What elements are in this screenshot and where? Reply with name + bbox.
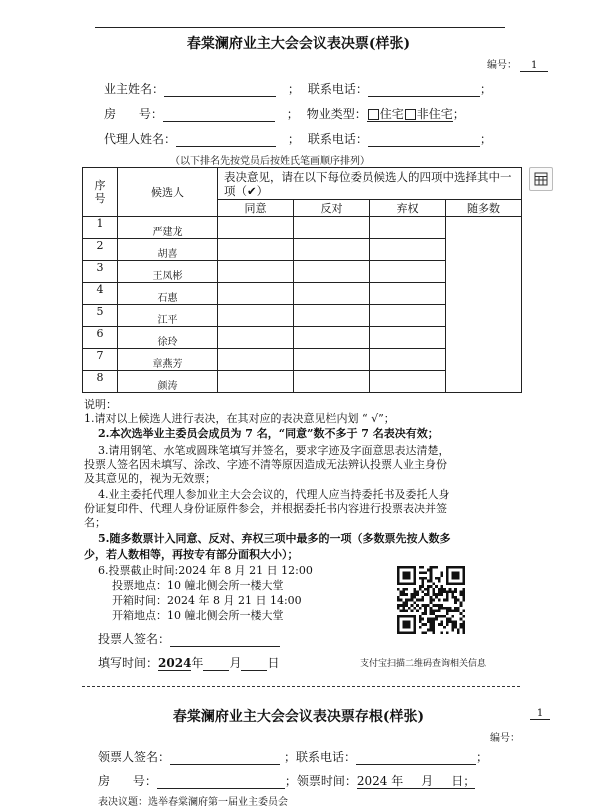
note-2: 2.本次选举业主委员会成员为 7 名，“同意”数不多于 7 名表决有效； <box>98 427 439 440</box>
vote-cell-abstain[interactable] <box>370 349 446 371</box>
vote-cell-oppose[interactable] <box>294 371 370 393</box>
candidate-name: 严建龙 <box>118 217 218 239</box>
agent-phone-field[interactable] <box>368 133 480 147</box>
room-label: 房 号： <box>104 107 163 121</box>
fill-time-row <box>98 654 279 671</box>
vote-cell-oppose[interactable] <box>294 261 370 283</box>
vote-cell-agree[interactable] <box>218 239 294 261</box>
vote-cell-agree[interactable] <box>218 327 294 349</box>
note-6: 6.投票截止时间:2024 年 8 月 21 日 12:00 <box>98 564 313 577</box>
receive-year: 2024 年 <box>356 774 404 788</box>
vote-cell-agree[interactable] <box>218 283 294 305</box>
owner-name-field[interactable] <box>164 83 276 97</box>
sub-col-header: 随多数 <box>446 200 522 217</box>
sub-col-header: 弃权 <box>370 200 446 217</box>
vote-cell-abstain[interactable] <box>370 283 446 305</box>
row-number: 2 <box>83 239 118 261</box>
qr-code-icon <box>396 566 466 634</box>
vote-cell-agree[interactable] <box>218 371 294 393</box>
vote-cell-oppose[interactable] <box>294 239 370 261</box>
vote-cell-agree[interactable] <box>218 261 294 283</box>
row-number: 8 <box>83 371 118 393</box>
fill-month-field[interactable] <box>203 657 229 671</box>
note-3c: 及其意见的，视为无效票； <box>84 472 216 485</box>
owner-name-label: 业主姓名： <box>104 82 165 96</box>
row-number: 6 <box>83 327 118 349</box>
separator: ； <box>287 132 300 146</box>
note-4c: 名； <box>84 516 106 529</box>
vote-cell-oppose[interactable] <box>294 305 370 327</box>
top-rule <box>95 27 505 28</box>
separator: ； <box>287 82 300 96</box>
vote-cell-abstain[interactable] <box>370 239 446 261</box>
end-mark: ； <box>452 107 465 121</box>
table-icon <box>534 172 548 186</box>
note-4a: 4.业主委托代理人参加业主大会会议的，代理人应当持委托书及委托人身 <box>98 488 450 501</box>
number-label: 编号： <box>487 60 517 71</box>
agent-name-field[interactable] <box>176 133 276 147</box>
vote-cell-abstain[interactable] <box>370 327 446 349</box>
room-row <box>104 105 465 122</box>
owner-name-row <box>104 80 492 97</box>
row-number: 7 <box>83 349 118 371</box>
voter-sign-field[interactable] <box>170 633 280 647</box>
phone-label: 联系电话： <box>307 82 368 96</box>
sub-col-header: 反对 <box>294 200 370 217</box>
vote-cell-majority[interactable] <box>446 217 522 393</box>
stub-phone-label: ；联系电话： <box>284 750 357 764</box>
table-row <box>83 217 522 239</box>
row-number: 3 <box>83 261 118 283</box>
vote-table <box>82 167 522 393</box>
vote-cell-agree[interactable] <box>218 305 294 327</box>
receive-time-label: ；领票时间： <box>284 774 357 788</box>
non-residential-checkbox[interactable] <box>405 109 416 120</box>
end-mark: ； <box>476 750 489 764</box>
notes-heading: 说明： <box>84 398 117 411</box>
stub-room-label: 房 号： <box>98 774 157 788</box>
residential-label: 住宅 <box>379 107 404 121</box>
vote-cell-abstain[interactable] <box>370 305 446 327</box>
receive-month: 月 <box>421 774 434 788</box>
stub-phone-field[interactable] <box>356 751 476 765</box>
candidate-name: 徐玲 <box>118 327 218 349</box>
month-unit: 月 <box>229 656 242 670</box>
stub-title: 春棠澜府业主大会会议表决票存根(样张) <box>172 709 425 725</box>
vote-cell-abstain[interactable] <box>370 261 446 283</box>
candidate-name: 王凤彬 <box>118 261 218 283</box>
page-title: 春棠澜府业主大会会议表决票(样张) <box>186 36 411 52</box>
col-candidate-header: 候选人 <box>118 168 218 217</box>
number-value: 1 <box>520 60 548 72</box>
non-residential-label: 非住宅 <box>416 107 453 121</box>
vote-cell-oppose[interactable] <box>294 217 370 239</box>
receive-day: 日； <box>451 774 476 788</box>
col-opinion-header: 表决意见，请在以下每位委员候选人的四项中选择其中一项（✔） <box>218 168 522 200</box>
phone-label: 联系电话： <box>307 132 368 146</box>
row-number: 4 <box>83 283 118 305</box>
candidate-name: 章燕芳 <box>118 349 218 371</box>
row-number: 1 <box>83 217 118 239</box>
day-unit: 日 <box>267 656 280 670</box>
receiver-field[interactable] <box>170 751 280 765</box>
voter-sign-row <box>98 630 280 647</box>
property-type-label: 物业类型： <box>306 107 367 121</box>
cut-line <box>82 686 520 687</box>
phone-field[interactable] <box>368 83 480 97</box>
note-6d: 开箱地点：10 幢北侧会所一楼大堂 <box>112 609 284 622</box>
note-3b: 投票人签名因未填写、涂改、字迹不清等原因造成无法辨认投票人业主身份 <box>84 458 447 471</box>
vote-cell-oppose[interactable] <box>294 327 370 349</box>
candidate-name: 胡喜 <box>118 239 218 261</box>
room-field[interactable] <box>163 108 275 122</box>
residential-checkbox[interactable] <box>368 109 379 120</box>
vote-cell-oppose[interactable] <box>294 283 370 305</box>
separator: ； <box>286 107 299 121</box>
note-6c: 开箱时间：2024 年 8 月 21 日 14:00 <box>112 594 302 607</box>
table-caption: （以下排名先按党员后按姓氏笔画顺序排列） <box>170 156 370 167</box>
stub-receiver-row <box>98 748 488 765</box>
end-mark: ； <box>479 82 492 96</box>
note-1: 1.请对以上候选人进行表决，在其对应的表决意见栏内划 “ √”； <box>84 412 395 425</box>
stub-number-value: 1 <box>530 708 550 720</box>
row-number: 5 <box>83 305 118 327</box>
vote-cell-oppose[interactable] <box>294 349 370 371</box>
note-5a: 5.随多数票计入同意、反对、弃权三项中最多的一项（多数票先按人数多 <box>98 532 451 545</box>
fill-time-label: 填写时间： <box>98 656 159 670</box>
stub-room-row <box>98 772 475 789</box>
vote-cell-agree[interactable] <box>218 349 294 371</box>
agent-name-label: 代理人姓名： <box>104 132 177 146</box>
note-5b: 少，若人数相等，再按专有部分面积大小）； <box>84 548 299 561</box>
year-unit: 年 <box>191 656 204 670</box>
sub-col-header: 同意 <box>218 200 294 217</box>
qr-caption: 支付宝扫描二维码查询相关信息 <box>360 659 487 669</box>
stub-topic: 表决议题：选举春棠澜府第一届业主委员会 <box>98 797 288 808</box>
note-6b: 投票地点：10 幢北侧会所一楼大堂 <box>112 579 284 592</box>
vote-cell-agree[interactable] <box>218 217 294 239</box>
col-index-header: 序号 <box>83 168 118 217</box>
voter-sign-label: 投票人签名： <box>98 632 171 646</box>
vote-cell-abstain[interactable] <box>370 217 446 239</box>
stub-number-label: 编号： <box>490 733 520 744</box>
candidate-name: 江平 <box>118 305 218 327</box>
vote-cell-abstain[interactable] <box>370 371 446 393</box>
end-mark: ； <box>479 132 492 146</box>
stub-room-field[interactable] <box>157 775 285 789</box>
fill-day-field[interactable] <box>241 657 267 671</box>
candidate-name: 石惠 <box>118 283 218 305</box>
note-4b: 份证复印件、代理人身份证原件参会，并根据委托书内容进行投票表决并签 <box>84 502 447 515</box>
candidate-name: 颜涛 <box>118 371 218 393</box>
agent-row <box>104 130 492 147</box>
note-3a: 3.请用钢笔、水笔或圆珠笔填写并签名，要求字迹及字面意思表达清楚， <box>98 444 450 457</box>
number-row <box>487 56 548 72</box>
receiver-label: 领票人签名： <box>98 750 171 764</box>
fill-year: 2024 <box>158 656 192 670</box>
comment-table-icon[interactable] <box>529 167 553 191</box>
